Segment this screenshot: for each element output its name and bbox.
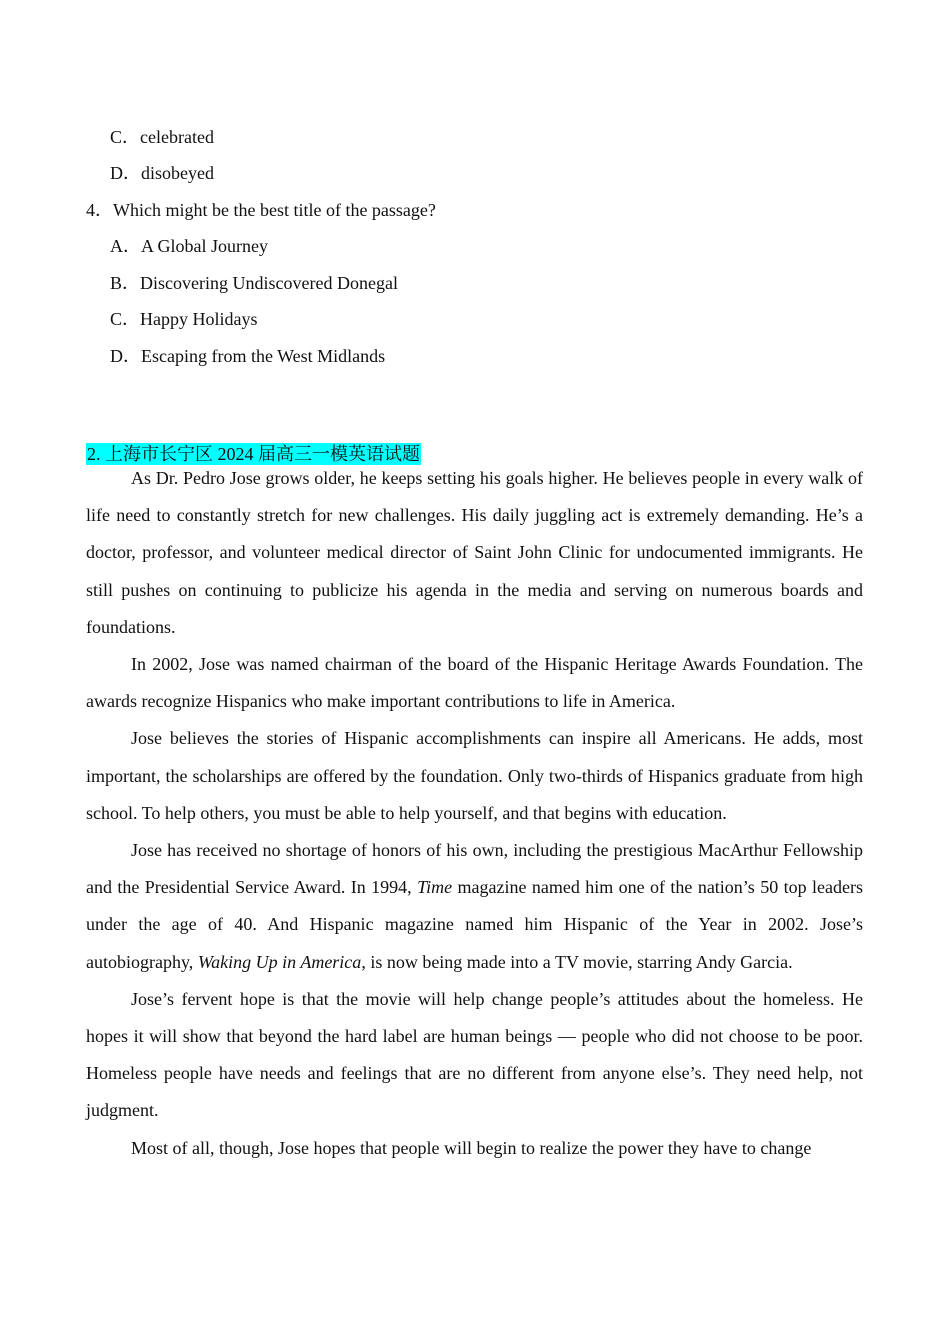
option-d-prev xyxy=(110,162,214,184)
paragraph-5: Jose’s fervent hope is that the movie will help change people’s attitudes about the homeless. He hopes it will show that beyond the hard label are human beings — people who did not choose to be poor. Homeless people have needs and feelings that are no different from anyone else’s. They need help, not judgment. xyxy=(86,988,863,1121)
reading-passage xyxy=(86,460,863,1167)
option-label: B． xyxy=(110,273,141,293)
question-4 xyxy=(86,199,436,221)
magazine-title-time: Time xyxy=(417,877,453,898)
paragraph-6: Most of all, though, Jose hopes that people will begin to realize the power they have to change xyxy=(131,1137,812,1158)
option-text: celebrated xyxy=(140,127,214,147)
option-text: Happy Holidays xyxy=(140,309,258,329)
option-d xyxy=(110,345,385,367)
section-heading: 2. 上海市长宁区 2024 届高三一模英语试题 xyxy=(87,444,420,464)
paragraph-3: Jose believes the stories of Hispanic accomplishments can inspire all Americans. He adds, most important, the scholarships are offered by the foundation. Only two-thirds of Hispanics graduate from high school. To help others, you must be able to help yourself, and that begins with education. xyxy=(86,728,863,823)
paragraph-4-part-2: magazine named him one of the nation’s 50 top leaders under the age of 40. And Hispanic magazine named him Hispanic of the Year in 2002. Jose’s autobiography, xyxy=(86,877,863,972)
option-c-prev xyxy=(110,126,214,148)
book-title: Waking Up in America xyxy=(197,951,362,972)
paragraph-4-part-3: , is now being made into a TV movie, starring Andy Garcia. xyxy=(361,951,793,972)
paragraph-4 xyxy=(86,832,863,981)
option-text: Discovering Undiscovered Donegal xyxy=(140,273,398,293)
option-text: disobeyed xyxy=(141,163,214,183)
paragraph-2: In 2002, Jose was named chairman of the board of the Hispanic Heritage Awards Foundation. The awards recognize Hispanics who make important contributions to life in America. xyxy=(86,654,863,712)
question-stem: Which might be the best title of the passage? xyxy=(113,200,436,220)
option-label: D． xyxy=(110,346,141,366)
option-text: Escaping from the West Midlands xyxy=(141,346,386,366)
option-text: A Global Journey xyxy=(141,236,268,256)
option-label: D． xyxy=(110,163,141,183)
option-label: C． xyxy=(110,127,141,147)
option-c xyxy=(110,308,258,330)
paragraph-1: As Dr. Pedro Jose grows older, he keeps setting his goals higher. He believes people in every walk of life need to constantly stretch for new challenges. His daily juggling act is extremely demanding. He’s a doctor, professor, and volunteer medical director of Saint John Clinic for undocumented immigrants. He still pushes on continuing to publicize his agenda in the media and serving on numerous boards and foundations. xyxy=(86,468,863,637)
option-a xyxy=(110,235,268,257)
paragraph-4-part-1: Jose has received no shortage of honors of his own, including the prestigious MacArthur Fellowship and the Presidential Service Award. In 1994, xyxy=(86,840,863,898)
option-label: A． xyxy=(110,236,141,256)
option-b xyxy=(110,272,398,294)
option-label: C． xyxy=(110,309,141,329)
question-number: 4． xyxy=(86,200,113,220)
